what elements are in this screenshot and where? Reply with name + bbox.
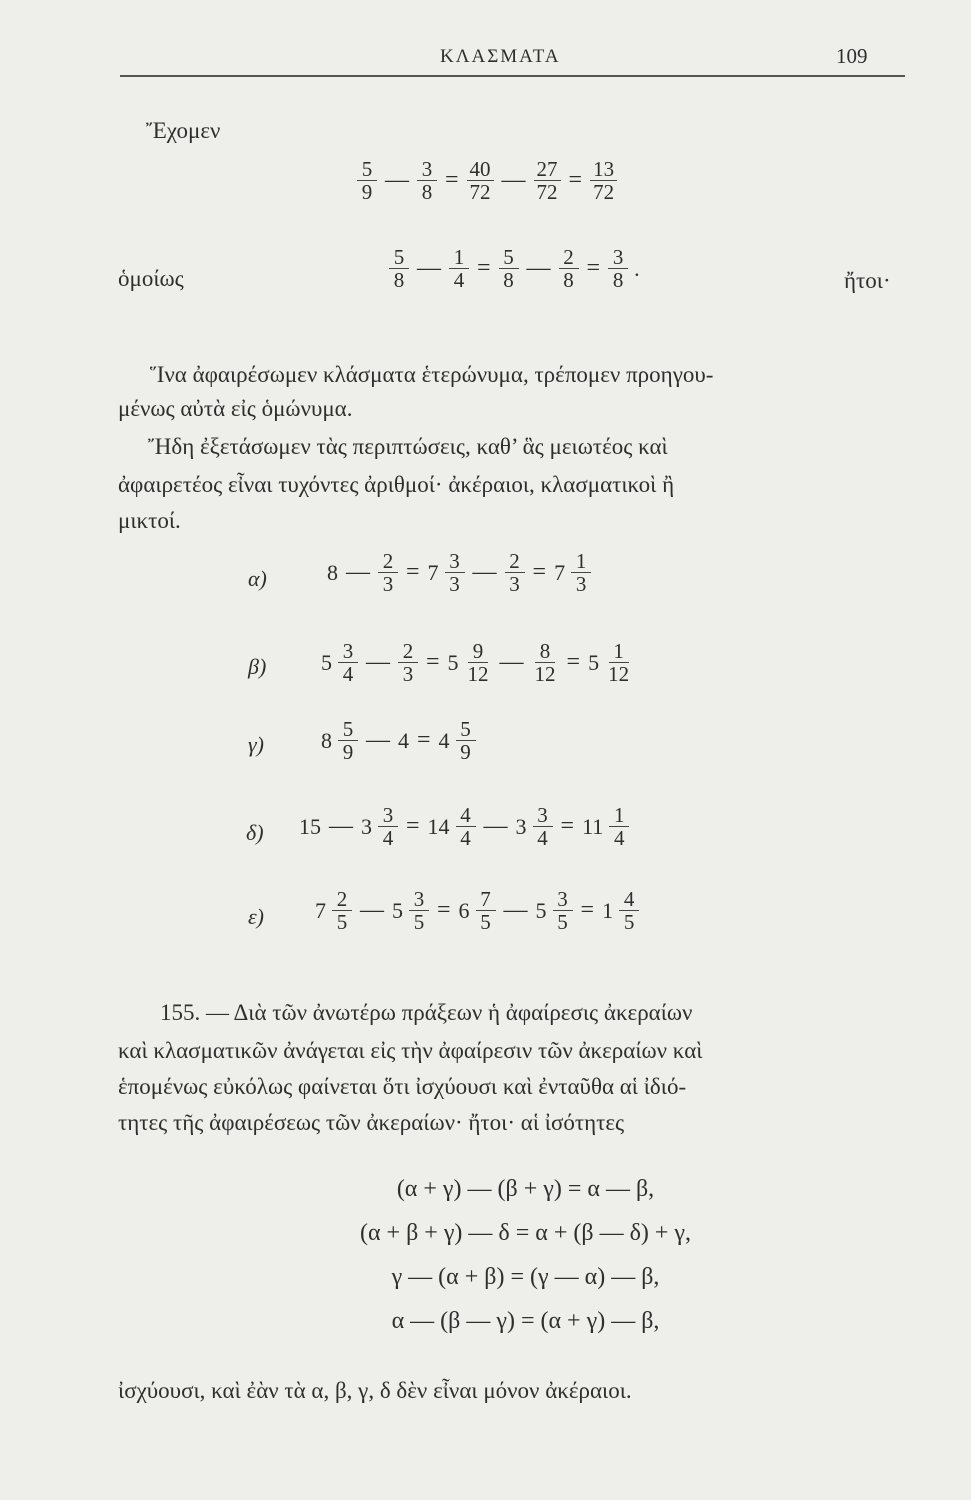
- whole-number: 7: [315, 897, 326, 923]
- minus-sign: —: [417, 255, 441, 282]
- minus-sign: —: [501, 167, 526, 194]
- numerator: 27: [534, 158, 561, 181]
- case-d-label: δ): [246, 820, 264, 845]
- fraction: [464, 158, 497, 203]
- fraction: [605, 246, 631, 291]
- fraction: [473, 888, 499, 933]
- numerator: 3: [608, 246, 628, 269]
- denominator: 5: [413, 910, 425, 935]
- intro-text: Ἔχομεν: [146, 118, 221, 143]
- numerator: 5: [499, 246, 519, 269]
- numerator: 4: [456, 804, 476, 827]
- fraction: [335, 718, 361, 763]
- numerator: 2: [378, 550, 398, 573]
- minus-sign: —: [329, 813, 353, 840]
- fraction: [616, 888, 642, 933]
- formula-2: (α + β + γ) — δ = α + (β — δ) + γ,: [359, 1220, 692, 1246]
- equation-2: [386, 246, 643, 291]
- header-rule: [120, 75, 905, 77]
- fraction: [587, 158, 620, 203]
- denominator: 3: [575, 572, 587, 597]
- case-e-equation: [312, 888, 642, 933]
- denominator: 9: [342, 740, 354, 765]
- minus-sign: —: [346, 559, 370, 586]
- minus-sign: —: [366, 649, 390, 676]
- minus-sign: —: [503, 897, 528, 924]
- whole-number: 7: [427, 559, 439, 585]
- denominator: 3: [509, 572, 520, 597]
- whole-number: 3: [361, 813, 372, 839]
- fraction: [329, 888, 355, 933]
- denominator: 72: [593, 180, 615, 205]
- equals-sign: =: [426, 649, 440, 676]
- whole-number: 5: [447, 649, 459, 675]
- numerator: 7: [476, 888, 496, 911]
- numerator: 5: [389, 246, 409, 269]
- whole-number: 6: [458, 897, 470, 923]
- numerator: 3: [338, 640, 358, 663]
- case-d-equation: [296, 804, 632, 849]
- minus-sign: —: [472, 559, 497, 586]
- denominator: 5: [480, 910, 491, 935]
- fraction: [496, 246, 522, 291]
- whole-number: 8: [321, 727, 332, 753]
- fraction: [502, 550, 528, 595]
- numerator: 3: [553, 888, 573, 911]
- denominator: 12: [467, 662, 489, 687]
- denominator: 5: [336, 910, 348, 935]
- equals-sign: =: [477, 255, 491, 282]
- para3-line2: καὶ κλασματικῶν ἀνάγεται εἰς τὴν ἀφαίρεσιν τῶν ἀκεραίων καὶ: [118, 1038, 703, 1063]
- numerator: 3: [378, 804, 398, 827]
- denominator: 8: [503, 268, 514, 293]
- equals-sign: =: [566, 649, 581, 676]
- para1-line2: μένως αὐτὰ εἰς ὁμώνυμα.: [118, 396, 353, 421]
- equals-sign: =: [437, 897, 451, 924]
- para2-line1: Ἤδη ἐξετάσωμεν τὰς περιπτώσεις, καθ’ ἃς μειωτέος καὶ: [148, 434, 668, 459]
- denominator: 3: [449, 572, 460, 597]
- denominator: 4: [453, 268, 465, 293]
- fraction: [375, 804, 401, 849]
- fraction: [531, 158, 564, 203]
- numerator: 1: [571, 550, 591, 573]
- numerator: 5: [357, 158, 377, 181]
- whole-number: 4: [398, 727, 409, 753]
- numerator: 2: [332, 888, 352, 911]
- denominator: 12: [608, 662, 630, 687]
- case-b-label: β): [248, 654, 267, 679]
- minus-sign: —: [483, 813, 508, 840]
- period: .: [634, 255, 640, 281]
- denominator: 5: [557, 910, 568, 935]
- eq2-tail: ἤτοι·: [844, 268, 891, 293]
- whole-number: 4: [438, 727, 450, 753]
- denominator: 5: [623, 910, 635, 935]
- denominator: 3: [382, 572, 394, 597]
- whole-number: 5: [535, 897, 547, 923]
- whole-number: 11: [582, 813, 604, 839]
- para1-line1: Ἵνα ἀφαιρέσωμεν κλάσματα ἑτερώνυμα, τρέπομεν προηγου-: [150, 362, 714, 387]
- denominator: 4: [342, 662, 354, 687]
- numerator: 2: [559, 246, 579, 269]
- fraction: [530, 804, 556, 849]
- page-number: 109: [836, 44, 868, 68]
- fraction: [375, 550, 401, 595]
- fraction: [354, 158, 380, 203]
- equals-sign: =: [406, 813, 420, 840]
- minus-sign: —: [499, 649, 524, 676]
- fraction: [462, 640, 495, 685]
- whole-number: 5: [588, 649, 600, 675]
- denominator: 72: [536, 180, 558, 205]
- whole-number: 5: [392, 897, 403, 923]
- denominator: 4: [614, 826, 625, 851]
- equals-sign: =: [406, 559, 420, 586]
- numerator: 3: [533, 804, 553, 827]
- para2-line3: μικτοί.: [118, 508, 181, 533]
- case-a-label: α): [248, 566, 267, 591]
- minus-sign: —: [526, 255, 551, 282]
- numerator: 4: [619, 888, 639, 911]
- numerator: 13: [590, 158, 617, 181]
- formula-3: γ — (α + β) = (γ — α) — β,: [391, 1264, 660, 1290]
- numerator: 1: [609, 640, 629, 663]
- formula-4: α — (β — γ) = (α + γ) — β,: [391, 1308, 660, 1334]
- equals-sign: =: [445, 167, 459, 194]
- running-header-title: ΚΛΑΣΜΑΤΑ: [440, 46, 561, 67]
- whole-number: 7: [554, 559, 566, 585]
- denominator: 4: [382, 826, 394, 851]
- equals-sign: =: [580, 897, 595, 924]
- fraction: [606, 804, 632, 849]
- denominator: 9: [361, 180, 373, 205]
- minus-sign: —: [366, 727, 390, 754]
- case-c-equation: [318, 718, 479, 763]
- equals-sign: =: [560, 813, 575, 840]
- closing-line: ἰσχύουσι, καὶ ἐὰν τὰ α, β, γ, δ δὲν εἶναι μόνον ἀκέραιοι.: [118, 1378, 632, 1403]
- denominator: 4: [460, 826, 471, 851]
- numerator: 5: [338, 718, 358, 741]
- fraction: [556, 246, 582, 291]
- numerator: 2: [398, 640, 418, 663]
- fraction: [406, 888, 432, 933]
- fraction: [550, 888, 576, 933]
- fraction: [529, 640, 562, 685]
- numerator: 8: [535, 640, 555, 663]
- numerator: 3: [417, 158, 437, 181]
- fraction: [453, 804, 479, 849]
- numerator: 1: [449, 246, 469, 269]
- numerator: 9: [468, 640, 488, 663]
- fraction: [442, 550, 468, 595]
- fraction: [453, 718, 479, 763]
- denominator: 12: [534, 662, 556, 687]
- fraction: [386, 246, 412, 291]
- case-b-equation: [318, 640, 635, 685]
- denominator: 9: [460, 740, 471, 765]
- whole-number: 15: [299, 813, 321, 839]
- para3-line3: ἑπομένως εὐκόλως φαίνεται ὅτι ἰσχύουσι καὶ ἐνταῦθα αἱ ἰδιό-: [118, 1074, 687, 1099]
- denominator: 8: [612, 268, 624, 293]
- equals-sign: =: [586, 255, 601, 282]
- eq2-label: ὁμοίως: [118, 266, 184, 291]
- whole-number: 5: [321, 649, 332, 675]
- denominator: 8: [393, 268, 405, 293]
- denominator: 8: [421, 180, 433, 205]
- fraction: [602, 640, 635, 685]
- numerator: 3: [445, 550, 465, 573]
- numerator: 40: [467, 158, 494, 181]
- fraction: [395, 640, 421, 685]
- minus-sign: —: [360, 897, 384, 924]
- numerator: 5: [456, 718, 476, 741]
- equals-sign: =: [417, 727, 431, 754]
- minus-sign: —: [385, 167, 409, 194]
- para3-line1: 155. — Διὰ τῶν ἀνωτέρω πράξεων ἡ ἀφαίρεσις ἀκεραίων: [160, 1000, 693, 1025]
- denominator: 8: [563, 268, 574, 293]
- numerator: 2: [505, 550, 525, 573]
- case-c-label: γ): [248, 732, 264, 757]
- numerator: 1: [609, 804, 629, 827]
- fraction: [335, 640, 361, 685]
- denominator: 4: [537, 826, 548, 851]
- case-e-label: ε): [248, 904, 264, 929]
- whole-number: 1: [602, 897, 614, 923]
- numerator: 3: [409, 888, 429, 911]
- denominator: 3: [402, 662, 414, 687]
- fraction: [414, 158, 440, 203]
- denominator: 72: [469, 180, 491, 205]
- formula-1: (α + γ) — (β + γ) = α — β,: [396, 1176, 655, 1202]
- equation-1: [354, 158, 620, 203]
- equals-sign: =: [532, 559, 547, 586]
- whole-number: 8: [327, 559, 338, 585]
- para2-line2: ἀφαιρετέος εἶναι τυχόντες ἀριθμοί· ἀκέραιοι, κλασματικοὶ ἢ: [118, 472, 675, 497]
- whole-number: 14: [427, 813, 450, 839]
- fraction: [446, 246, 472, 291]
- para3-line4: τητες τῆς ἀφαιρέσεως τῶν ἀκεραίων· ἤτοι· αἱ ἰσότητες: [118, 1110, 625, 1135]
- equals-sign: =: [568, 167, 583, 194]
- fraction: [568, 550, 594, 595]
- whole-number: 3: [515, 813, 527, 839]
- case-a-equation: [324, 550, 594, 595]
